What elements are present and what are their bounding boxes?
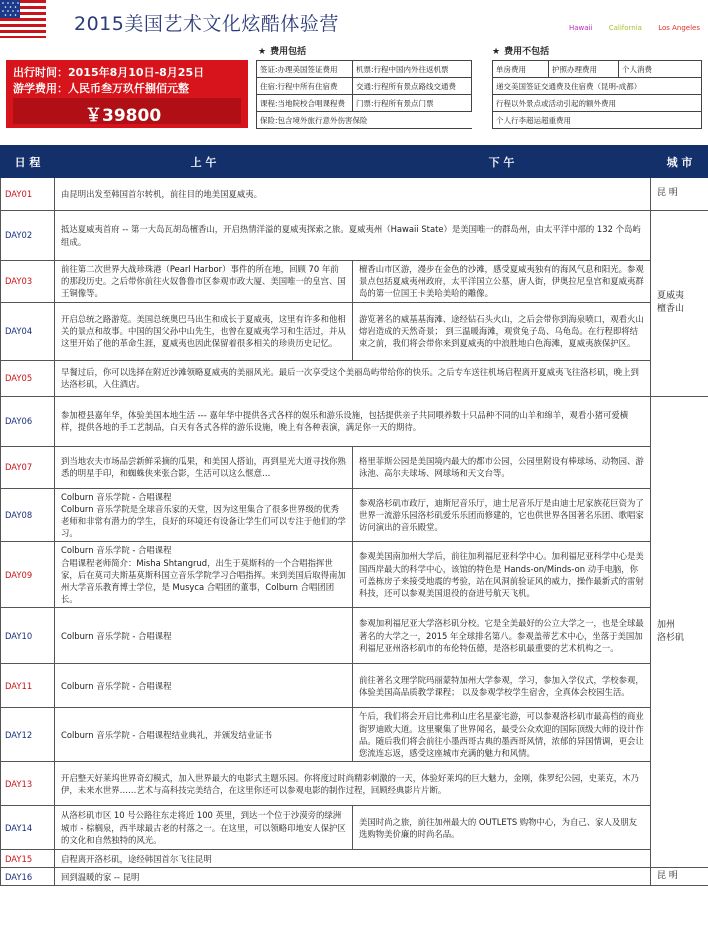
header-city: 城 市	[651, 146, 708, 178]
morning-activity: 启程离开洛杉矶，途经韩国首尔飞往昆明	[55, 850, 651, 868]
table-row	[1, 762, 708, 806]
exclude-cell: 个人行李超运超重费用	[493, 112, 702, 129]
exclude-cell: 个人消费	[619, 61, 702, 78]
day-label: DAY13	[1, 762, 55, 806]
city-tags	[555, 24, 700, 32]
morning-activity: 由昆明出发至韩国首尔转机，前往目的地美国夏威夷。	[55, 178, 651, 211]
table-row	[1, 868, 708, 886]
city-cell: 加州 洛杉矶	[651, 396, 708, 868]
morning-activity: 开启整天好莱坞世界奇幻模式，加入世界最大的电影式主题乐园。你将度过时尚精彩刺激的一天，体验好莱坞的巨大魅力，金刚，侏罗纪公园，史莱克，木乃伊，未来水世界……艺术与高科技完美结合，在这里你还可以参观电影的制作过程，回顾经典影片片断。	[55, 762, 651, 806]
exclude-cell: 护照办理费用	[549, 61, 619, 78]
day-label: DAY08	[1, 488, 55, 542]
city-tag-hawaii: Hawaii	[569, 24, 593, 32]
day-label: DAY10	[1, 608, 55, 664]
day-label: DAY15	[1, 850, 55, 868]
table-row	[1, 211, 708, 261]
day-label: DAY01	[1, 178, 55, 211]
table-row	[1, 396, 708, 446]
include-cell: 保险:包含境外旅行意外伤害保险	[257, 112, 472, 129]
header-day: 日 程	[1, 146, 55, 178]
star-icon: ★	[258, 47, 267, 57]
city-cell: 昆 明	[651, 868, 708, 886]
us-flag-icon	[0, 0, 46, 38]
morning-activity: 早餐过后，你可以选择在附近沙滩领略夏威夷的美丽风光。最后一次享受这个美丽岛屿带给你的快乐。之后专车送往机场启程离开夏威夷飞往洛杉矶，晚上到达洛杉矶，入住酒店。	[55, 360, 651, 396]
star-icon: ★	[492, 47, 501, 57]
include-cell: 签证:办理美国签证费用	[257, 61, 353, 78]
exclude-cell: 单房费用	[493, 61, 549, 78]
morning-activity: 抵达夏威夷首府 -- 第一大岛瓦胡岛檀香山，开启热情洋溢的夏威夷探索之旅。夏威夷州（Hawaii State）是美国唯一的群岛州，由太平洋中部的 132 个岛屿组成。	[55, 211, 651, 261]
morning-activity: Colburn 音乐学院 - 合唱课程	[55, 608, 353, 664]
header-morning: 上 午	[55, 146, 353, 178]
morning-activity: Colburn 音乐学院 - 合唱课程 合唱课程老师简介：Misha Shtangrud，出生于莫斯科的一个合唱指挥世家，后在莫司夫斯基莫斯科国立音乐学院学习合唱指挥。来到美国后取得南加州大学音乐教育博士学位，是 Musyca 合唱团的董事，Colburn 合唱团团长。	[55, 542, 353, 608]
include-cell: 门票:行程所有景点门票	[353, 95, 472, 112]
table-row	[1, 708, 708, 762]
afternoon-activity: 美国时尚之旅，前往加州最大的 OUTLETS 购物中心，为自己、家人及朋友选购物美价廉的时尚名品。	[353, 806, 651, 850]
table-row	[1, 446, 708, 488]
afternoon-activity: 参观加利福尼亚大学洛杉矶分校。它是全美最好的公立大学之一，也是全球最著名的大学之一，2015 年全球排名第八。参观盖蒂艺术中心，坐落于美国加利福尼亚州洛杉矶市的布伦特伍德，是洛杉矶最重要的艺术机构之一。	[353, 608, 651, 664]
afternoon-activity: 檀香山市区游，漫步在金色的沙滩，感受夏威夷独有的海风气息和阳光。参观景点包括夏威夷州政府，太平洋国立公墓，唐人街，伊奥拉尼皇宫和夏威夷群岛的第一位国王卡美哈美哈的雕像。	[353, 261, 651, 303]
afternoon-activity: 前往著名文理学院玛丽蒙特加州大学参观，学习，参加入学仪式，学校参观，体验美国高品质教学课程； 以及参观学校学生宿舍，全真体会校园生活。	[353, 664, 651, 708]
table-row	[1, 806, 708, 850]
table-row	[1, 608, 708, 664]
include-cell: 交通:行程所有景点路线交通费	[353, 78, 472, 95]
page-title: 2015美国艺术文化炫酷体验营	[74, 13, 339, 35]
includes-heading: ★ 费用包括	[258, 47, 307, 57]
morning-activity: 参加橙县嘉年华，体验美国本地生活 --- 嘉年华中提供各式各样的娱乐和游乐设施，包括提供亲子共同喂养数十只品种不同的山羊和绵羊，观看小猪可爱横样，提供各地的手工艺制品，白天有各式各样的游乐设施，晚上有各种表演，满足你一天的期待。	[55, 396, 651, 446]
morning-activity: 到当地农夫市场品尝新鲜采摘的瓜果，和美国人搭讪，再到星光大道寻找你熟悉的明星手印，和蜘蛛侠来张合影，生活可以这么惬意…	[55, 446, 353, 488]
morning-activity: 前往第二次世界大战珍珠港（Pearl Harbor）事件的所在地，回顾 70 年前的那段历史。之后带你前往火奴鲁鲁市区参观市政大厦、美国唯一的皇宫、国王铜像等。	[55, 261, 353, 303]
table-row	[1, 178, 708, 211]
morning-activity: 开启总统之路游览。美国总统奥巴马出生和成长于夏威夷，这里有许多和他相关的景点和故事。中国的国父孙中山先生，也曾在夏威夷学习和生活过，并从这里开始了他的革命生涯，夏威夷也因此保留着很多相关的珍贵历史记忆。	[55, 302, 353, 360]
afternoon-activity: 游览著名的威基基海滩、途经钻石头火山，之后会带你到海泉喷口，观看火山熔岩造成的天然奇景； 到三温暖海滩，观赏兔子岛、乌龟岛。在行程即将结束之前，我们将会带你来到夏威夷的中浪胜地白色海滩，夏威夷族保护区。	[353, 302, 651, 360]
excludes-table	[492, 60, 702, 129]
include-cell: 课程:当地院校合唱课程费	[257, 95, 353, 112]
day-label: DAY11	[1, 664, 55, 708]
table-row	[1, 302, 708, 360]
include-cell: 住宿:行程中所有住宿费	[257, 78, 353, 95]
table-row	[1, 542, 708, 608]
day-label: DAY12	[1, 708, 55, 762]
morning-activity: Colburn 音乐学院 - 合唱课程	[55, 664, 353, 708]
itinerary-table	[0, 145, 708, 886]
day-label: DAY02	[1, 211, 55, 261]
day-label: DAY03	[1, 261, 55, 303]
day-label: DAY06	[1, 396, 55, 446]
day-label: DAY14	[1, 806, 55, 850]
table-row	[1, 850, 708, 868]
morning-activity: 从洛杉矶市区 10 号公路往东走将近 100 英里，到达一个位于沙漠旁的绿洲城市 - 棕榈泉，西半球最古老的村落之一。在这里，可以领略印地安人保护区的文化和自然独特的风光。	[55, 806, 353, 850]
city-tag-california: California	[608, 24, 642, 32]
excludes-heading: ★ 费用不包括	[492, 47, 550, 57]
city-cell: 昆 明	[651, 178, 708, 211]
include-cell: 机票:行程中国内外往返机票	[353, 61, 472, 78]
city-tag-los-angeles: Los Angeles	[658, 24, 700, 32]
day-label: DAY04	[1, 302, 55, 360]
trip-summary-box	[6, 60, 248, 128]
day-label: DAY09	[1, 542, 55, 608]
table-row	[1, 261, 708, 303]
trip-fee: 游学费用：人民币叁万玖仟捌佰元整	[13, 82, 189, 95]
table-row	[1, 664, 708, 708]
afternoon-activity: 格里菲斯公园是美国境内最大的都市公园，公园里附设有棒球场、动物园、游泳池、高尔夫球场、网球场和天文台等。	[353, 446, 651, 488]
city-cell: 夏威夷 檀香山	[651, 211, 708, 397]
table-row	[1, 488, 708, 542]
afternoon-activity: 参观洛杉矶市政厅，迪斯尼音乐厅，迪士尼音乐厅是由迪士尼家族花巨资为了世界一流游乐园洛杉矶爱乐乐团而修建的，它也供世界各国著名乐团、歌唱家访问演出的音乐殿堂。	[353, 488, 651, 542]
page-header	[0, 0, 708, 42]
header-afternoon: 下 午	[353, 146, 651, 178]
morning-activity: Colburn 音乐学院 - 合唱课程 Colburn 音乐学院是全球音乐家的天堂，因为这里集合了很多世界级的优秀老师和非常有潜力的学生，良好的环境还有设备让学生们可以专注于他们的学习。	[55, 488, 353, 542]
price-value: ￥39800	[85, 106, 162, 126]
day-label: DAY07	[1, 446, 55, 488]
morning-activity: 回到温暖的家 -- 昆明	[55, 868, 651, 886]
day-label: DAY16	[1, 868, 55, 886]
table-row	[1, 360, 708, 396]
exclude-cell: 递交美国签证交通费及住宿费（昆明-成都）	[493, 78, 702, 95]
day-label: DAY05	[1, 360, 55, 396]
afternoon-activity: 参观美国南加州大学后，前往加利福尼亚科学中心。加利福尼亚科学中心是美国西岸最大的科学中心，该馆的特色是 Hands-on/Minds-on 动手电脑，你可盖栋房子来接受地震的考验，站在风洞前验证风的威力，操作最新式的雷射科技，还可以参观美国退役的奋进号航天飞机。	[353, 542, 651, 608]
afternoon-activity: 午后，我们将会开启比弗利山庄名星豪宅游，可以参观洛杉矶市最高档的商业街罗迪欧大道。这里聚集了世界闻名，最受公众欢迎的国际顶级大师的设计作品。随后我们将会前往小墨西哥古典的墨西哥风情，浓郁的异国情调，更会让您流连忘返，感受这座城市充满的魅力和风情。	[353, 708, 651, 762]
exclude-cell: 行程以外景点或活动引起的额外费用	[493, 95, 702, 112]
morning-activity: Colburn 音乐学院 - 合唱课程结业典礼，并颁发结业证书	[55, 708, 353, 762]
includes-table	[256, 60, 472, 129]
travel-date: 出行时间：2015年8月10日-8月25日	[13, 66, 205, 79]
price-box	[13, 98, 241, 124]
